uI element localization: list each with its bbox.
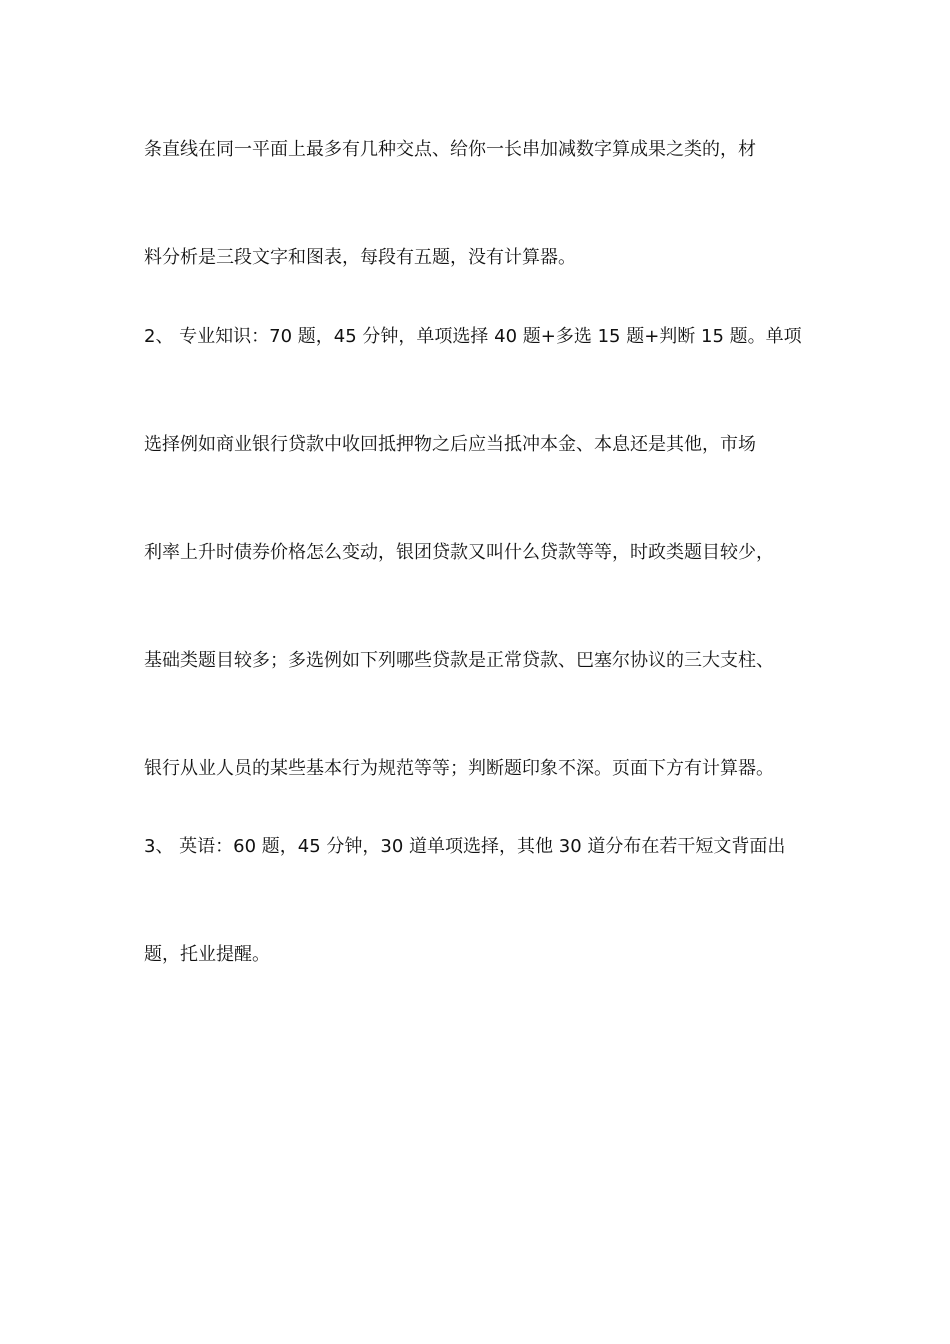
text-line: 选择例如商业银行贷款中收回抵押物之后应当抵冲本金、本息还是其他，市场 (144, 434, 756, 455)
text-line: 银行从业人员的某些基本行为规范等等；判断题印象不深。页面下方有计算器。 (144, 758, 774, 779)
text-line: 基础类题目较多；多选例如下列哪些贷款是正常贷款、巴塞尔协议的三大支柱、 (144, 650, 774, 671)
text-line: 2、 专业知识：70 题，45 分钟，单项选择 40 题+多选 15 题+判断 15 题。单项 (144, 326, 802, 347)
text-line: 题，托业提醒。 (144, 944, 270, 965)
text-line: 3、 英语：60 题，45 分钟，30 道单项选择，其他 30 道分布在若干短文背面出 (144, 836, 786, 857)
text-line: 料分析是三段文字和图表，每段有五题，没有计算器。 (144, 247, 576, 268)
text-line: 利率上升时债券价格怎么变动，银团贷款又叫什么贷款等等，时政类题目较少， (144, 542, 774, 563)
text-line: 条直线在同一平面上最多有几种交点、给你一长串加减数字算成果之类的，材 (144, 139, 756, 160)
